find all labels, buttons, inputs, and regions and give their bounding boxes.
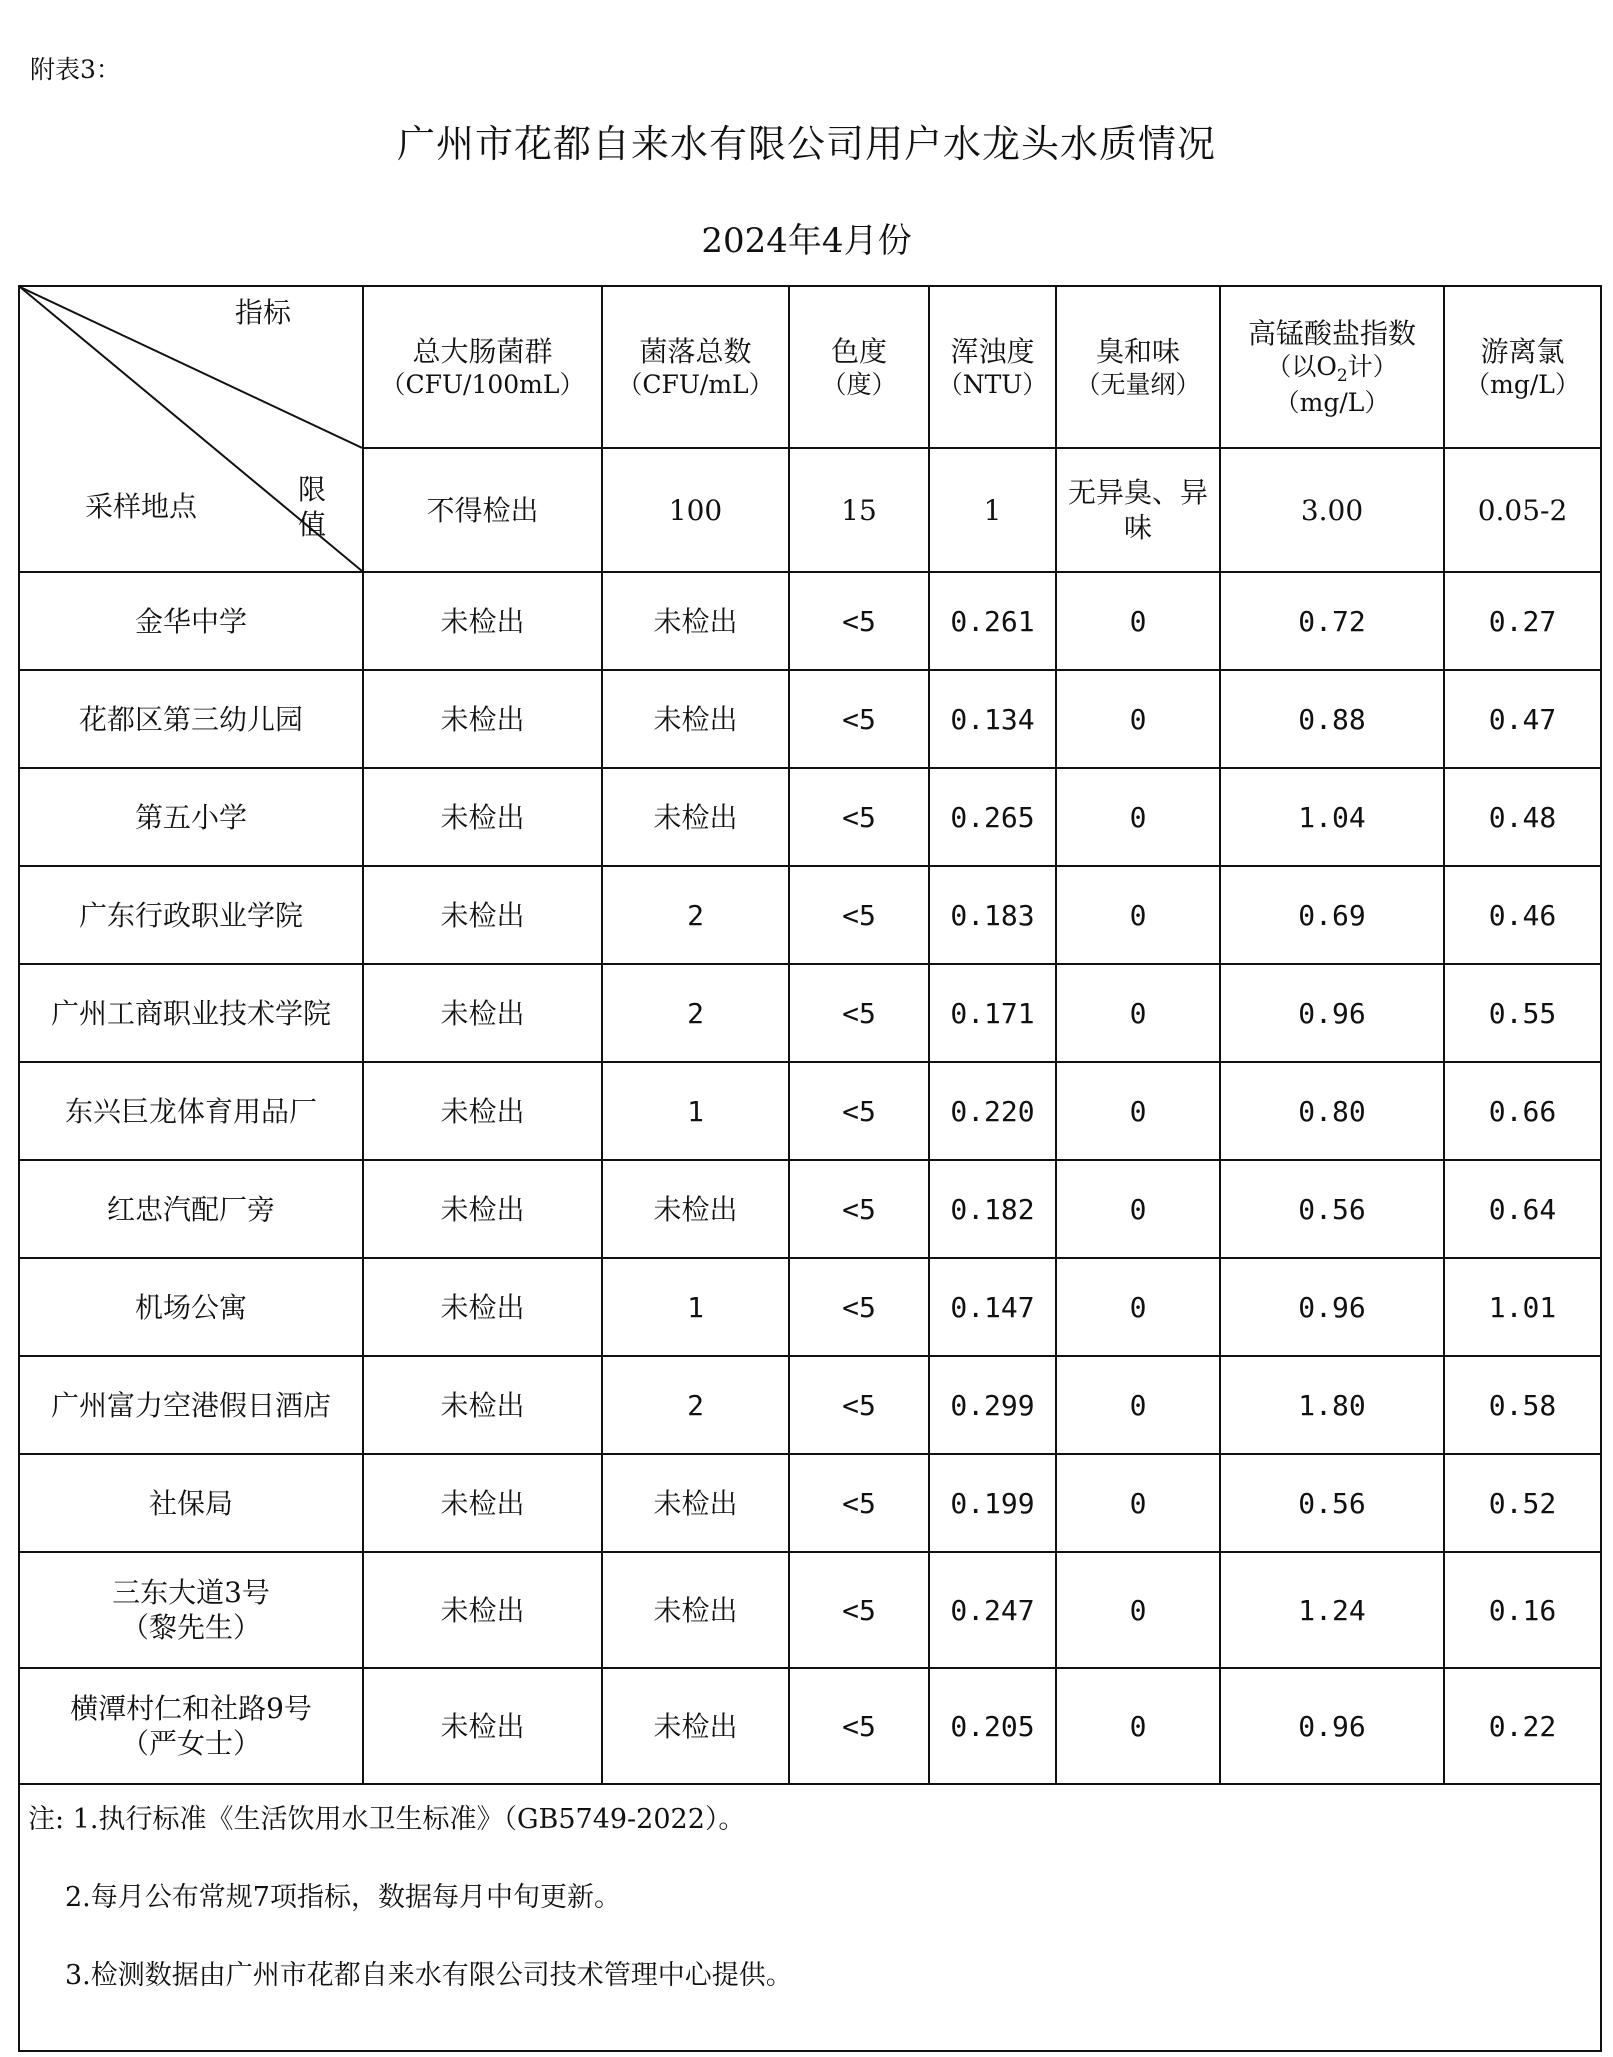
table-cell: 0.171 — [929, 964, 1056, 1062]
table-cell: 0 — [1056, 670, 1220, 768]
table-cell: 未检出 — [602, 572, 789, 670]
table-cell: 1 — [602, 1258, 789, 1356]
indicator-label: 指标 — [235, 296, 292, 329]
notes-cell — [19, 1784, 1601, 2051]
site-name: 机场公寓 — [134, 1290, 247, 1324]
table-cell: 0.205 — [929, 1668, 1056, 1784]
limit-value: 不得检出 — [363, 448, 602, 572]
site-name: 花都区第三幼儿园 — [78, 702, 303, 736]
table-cell: 0.134 — [929, 670, 1056, 768]
table-cell: 未检出 — [363, 1552, 602, 1668]
table-row — [19, 1062, 1601, 1160]
table-cell: 0.299 — [929, 1356, 1056, 1454]
column-header-colony-count — [602, 286, 789, 448]
header-row — [19, 286, 1601, 448]
sampling-site — [19, 1062, 363, 1160]
table-cell: 0 — [1056, 1454, 1220, 1552]
table-cell: 未检出 — [363, 572, 602, 670]
table-row — [19, 768, 1601, 866]
column-unit: （NTU） — [937, 369, 1048, 399]
table-cell: 1.24 — [1220, 1552, 1444, 1668]
table-cell: 0.47 — [1444, 670, 1601, 768]
table-cell: 0.183 — [929, 866, 1056, 964]
site-name: 金华中学 — [134, 604, 247, 638]
table-cell: 0.69 — [1220, 866, 1444, 964]
site-contact: （黎先生） — [120, 1611, 261, 1644]
table-cell: 1.01 — [1444, 1258, 1601, 1356]
column-name: 浑浊度 — [950, 334, 1035, 368]
column-unit: （mg/L） — [1465, 369, 1580, 399]
water-quality-table — [18, 285, 1602, 2052]
limit-value: 1 — [929, 448, 1056, 572]
site-name: 第五小学 — [134, 800, 247, 834]
site-name: 横潭村仁和社路9号 — [70, 1692, 312, 1725]
table-cell: 0.48 — [1444, 768, 1601, 866]
table-cell: 未检出 — [602, 670, 789, 768]
table-cell: 0.220 — [929, 1062, 1056, 1160]
table-cell: 0 — [1056, 1356, 1220, 1454]
table-cell: 1.80 — [1220, 1356, 1444, 1454]
sampling-site — [19, 1668, 363, 1784]
site-name: 广东行政职业学院 — [78, 898, 303, 932]
column-name: 总大肠菌群 — [412, 334, 553, 368]
notes-row — [19, 1784, 1601, 2051]
sampling-site — [19, 1552, 363, 1668]
table-cell: 0.96 — [1220, 1668, 1444, 1784]
attachment-label: 附表3： — [30, 55, 121, 84]
table-cell: 0.147 — [929, 1258, 1056, 1356]
table-cell: <5 — [789, 866, 929, 964]
column-unit: （度） — [821, 369, 897, 399]
site-label: 采样地点 — [85, 490, 198, 523]
sampling-site — [19, 866, 363, 964]
table-cell: <5 — [789, 1160, 929, 1258]
column-name: 臭和味 — [1095, 334, 1180, 368]
table-cell: 0.80 — [1220, 1062, 1444, 1160]
table-cell: 0.56 — [1220, 1454, 1444, 1552]
table-cell: <5 — [789, 1454, 929, 1552]
table-cell: 0.64 — [1444, 1160, 1601, 1258]
sampling-site — [19, 1258, 363, 1356]
table-cell: 0 — [1056, 572, 1220, 670]
table-row — [19, 1356, 1601, 1454]
sampling-site — [19, 768, 363, 866]
site-name: 东兴巨龙体育用品厂 — [64, 1094, 317, 1128]
note-3: 3.检测数据由广州市花都自来水有限公司技术管理中心提供。 — [65, 1959, 793, 1991]
table-cell: <5 — [789, 1062, 929, 1160]
site-name: 广州工商职业技术学院 — [50, 996, 331, 1030]
column-unit: （mg/L） — [1274, 388, 1390, 417]
table-cell: <5 — [789, 572, 929, 670]
table-cell: <5 — [789, 670, 929, 768]
table-cell: 0.66 — [1444, 1062, 1601, 1160]
table-cell: 0 — [1056, 1668, 1220, 1784]
site-name: 社保局 — [148, 1486, 233, 1520]
table-cell: <5 — [789, 1552, 929, 1668]
sampling-site — [19, 1454, 363, 1552]
table-cell: 0 — [1056, 768, 1220, 866]
table-cell: <5 — [789, 768, 929, 866]
table-row — [19, 1454, 1601, 1552]
column-header-permanganate-index — [1220, 286, 1444, 448]
table-cell: 未检出 — [363, 1258, 602, 1356]
table-cell: 0 — [1056, 1062, 1220, 1160]
table-cell: <5 — [789, 964, 929, 1062]
column-unit: （以$O_2$计） — [1266, 351, 1398, 386]
table-row — [19, 670, 1601, 768]
table-cell: 0.16 — [1444, 1552, 1601, 1668]
table-cell: 1.04 — [1220, 768, 1444, 866]
table-cell: 0 — [1056, 866, 1220, 964]
table-cell: 0.182 — [929, 1160, 1056, 1258]
page-title: 广州市花都自来水有限公司用户水龙头水质情况 — [396, 122, 1216, 166]
column-header-total-coliform — [363, 286, 602, 448]
column-header-odor-taste — [1056, 286, 1220, 448]
limit-value: 3.00 — [1220, 448, 1444, 572]
table-cell: 0.72 — [1220, 572, 1444, 670]
table-row — [19, 1552, 1601, 1668]
site-contact: （严女士） — [120, 1727, 261, 1760]
column-name: 菌落总数 — [639, 334, 752, 368]
table-cell: 未检出 — [363, 1062, 602, 1160]
table-cell: 0.46 — [1444, 866, 1601, 964]
column-name: 色度 — [830, 334, 887, 368]
table-row — [19, 1160, 1601, 1258]
note-2: 2.每月公布常规7项指标，数据每月中旬更新。 — [65, 1881, 621, 1913]
column-name: 高锰酸盐指数 — [1247, 316, 1416, 350]
table-cell: 未检出 — [363, 670, 602, 768]
limit-value: 15 — [789, 448, 929, 572]
column-unit: （CFU/mL） — [617, 369, 774, 399]
table-cell: 0.96 — [1220, 1258, 1444, 1356]
sampling-site — [19, 964, 363, 1062]
table-cell: 0 — [1056, 964, 1220, 1062]
column-unit: （CFU/100mL） — [380, 369, 585, 399]
report-period: 2024年4月份 — [701, 221, 912, 261]
table-cell: 0.27 — [1444, 572, 1601, 670]
table-cell: 0 — [1056, 1160, 1220, 1258]
column-name: 游离氯 — [1480, 334, 1565, 368]
table-cell: <5 — [789, 1356, 929, 1454]
limit-label: 限 — [298, 473, 327, 506]
table-row — [19, 866, 1601, 964]
table-cell: 0 — [1056, 1552, 1220, 1668]
sampling-site — [19, 1356, 363, 1454]
table-cell: 0.55 — [1444, 964, 1601, 1062]
table-cell: 0.199 — [929, 1454, 1056, 1552]
table-cell: 未检出 — [602, 1552, 789, 1668]
table-row — [19, 1258, 1601, 1356]
limit-value: 0.05-2 — [1444, 448, 1601, 572]
column-header-free-chlorine — [1444, 286, 1601, 448]
table-cell: 未检出 — [363, 1160, 602, 1258]
column-header-turbidity — [929, 286, 1056, 448]
table-cell: 未检出 — [602, 1454, 789, 1552]
limit-value: 无异臭、异味 — [1056, 448, 1220, 572]
note-1: 注: 1.执行标准《生活饮用水卫生标准》（GB5749-2022）。 — [28, 1804, 746, 1835]
table-cell: 0.247 — [929, 1552, 1056, 1668]
table-cell: 0.96 — [1220, 964, 1444, 1062]
table-cell: 0.261 — [929, 572, 1056, 670]
table-row — [19, 572, 1601, 670]
table-cell: 未检出 — [363, 1454, 602, 1552]
site-name: 广州富力空港假日酒店 — [50, 1388, 331, 1422]
table-cell: 1 — [602, 1062, 789, 1160]
table-cell: <5 — [789, 1668, 929, 1784]
table-cell: 2 — [602, 1356, 789, 1454]
table-cell: 未检出 — [602, 768, 789, 866]
sampling-site — [19, 572, 363, 670]
limit-label: 值 — [298, 508, 327, 541]
table-cell: 2 — [602, 964, 789, 1062]
corner-header-cell — [19, 286, 363, 572]
table-row — [19, 1668, 1601, 1784]
site-name: 红忠汽配厂旁 — [106, 1192, 275, 1226]
table-cell: 未检出 — [363, 866, 602, 964]
table-cell: 0.58 — [1444, 1356, 1601, 1454]
column-header-color — [789, 286, 929, 448]
table-cell: 未检出 — [363, 768, 602, 866]
table-cell: 0 — [1056, 1258, 1220, 1356]
table-row — [19, 964, 1601, 1062]
table-cell: 0.265 — [929, 768, 1056, 866]
table-cell: 未检出 — [363, 964, 602, 1062]
table-cell: 0.52 — [1444, 1454, 1601, 1552]
sampling-site — [19, 1160, 363, 1258]
table-cell: <5 — [789, 1258, 929, 1356]
table-cell: 未检出 — [602, 1668, 789, 1784]
table-cell: 未检出 — [363, 1356, 602, 1454]
table-cell: 未检出 — [363, 1668, 602, 1784]
site-name: 三东大道3号 — [112, 1576, 270, 1609]
table-cell: 0.56 — [1220, 1160, 1444, 1258]
table-cell: 0.22 — [1444, 1668, 1601, 1784]
limit-value: 100 — [602, 448, 789, 572]
table-cell: 2 — [602, 866, 789, 964]
table-cell: 0.88 — [1220, 670, 1444, 768]
data-rows — [19, 572, 1601, 1784]
column-unit: （无量纲） — [1075, 369, 1201, 399]
sampling-site — [19, 670, 363, 768]
table-cell: 未检出 — [602, 1160, 789, 1258]
